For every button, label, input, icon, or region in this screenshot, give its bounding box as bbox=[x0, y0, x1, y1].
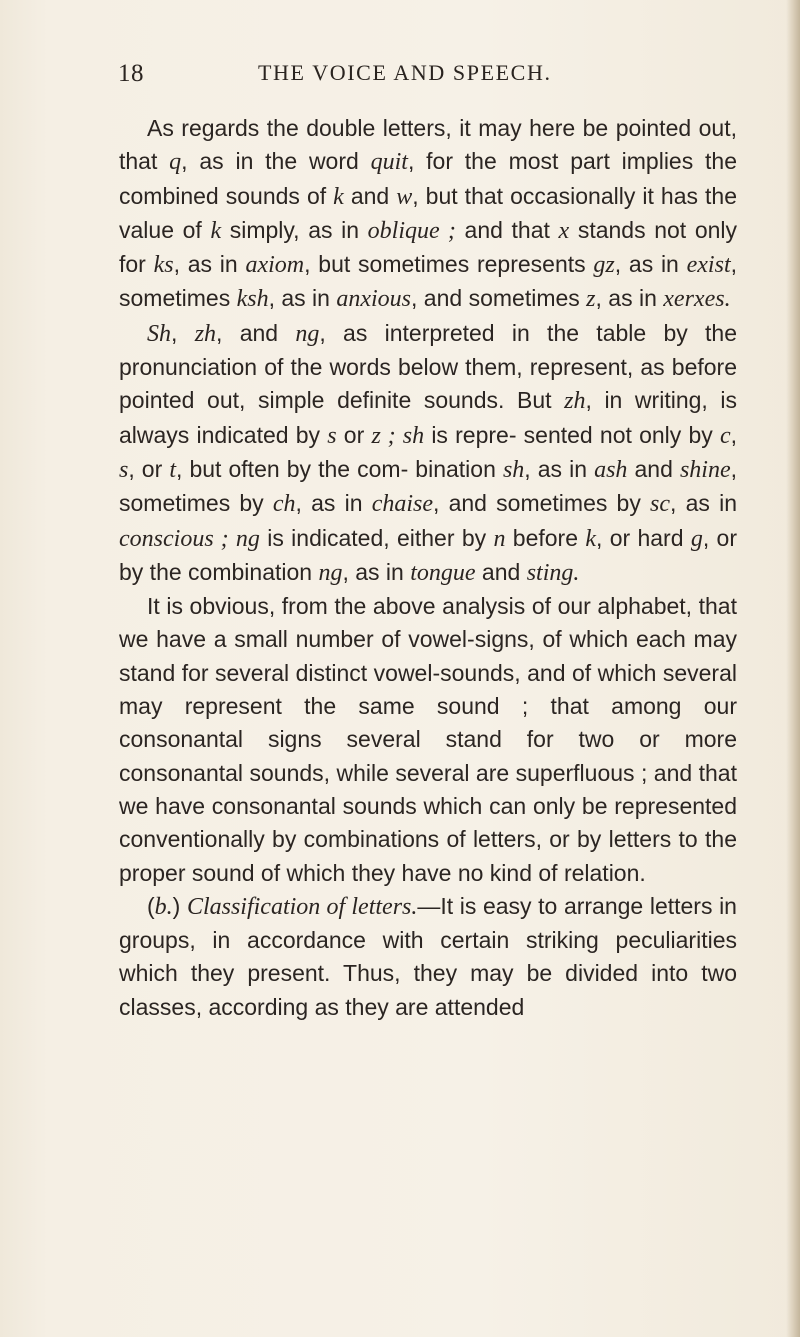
text-run: ( bbox=[147, 892, 155, 919]
text-run: , but often by the com- bination bbox=[176, 455, 503, 482]
italic-term: sh bbox=[402, 422, 425, 449]
text-run: , and bbox=[216, 319, 296, 346]
italic-term: ksh bbox=[236, 286, 269, 313]
text-run: before bbox=[505, 524, 586, 551]
italic-term: xerxes. bbox=[663, 286, 731, 313]
italic-term: ng bbox=[295, 320, 320, 347]
page-header bbox=[118, 60, 736, 90]
italic-term: b. bbox=[154, 893, 173, 920]
text-run: , or bbox=[128, 455, 170, 482]
italic-term: k bbox=[333, 183, 344, 210]
italic-term: anxious bbox=[336, 286, 412, 313]
text-run: is repre- sented not only by bbox=[424, 421, 720, 448]
italic-term: w bbox=[396, 183, 413, 210]
italic-term: tongue bbox=[410, 559, 476, 586]
text-run: ) bbox=[172, 892, 187, 919]
italic-term: k bbox=[585, 525, 596, 552]
italic-term: g bbox=[690, 525, 703, 552]
text-run bbox=[229, 525, 236, 551]
italic-term: n bbox=[493, 525, 506, 552]
italic-term: z ; bbox=[371, 422, 396, 449]
text-run: stands not only for bbox=[119, 216, 738, 278]
text-run: , sometimes bbox=[119, 251, 737, 312]
text-run: , as in bbox=[614, 251, 687, 278]
text-run: simply, as in bbox=[221, 216, 368, 243]
italic-term: t bbox=[169, 456, 176, 483]
italic-term: k bbox=[210, 217, 222, 244]
body-text bbox=[119, 112, 737, 1024]
page-number: 18 bbox=[118, 60, 144, 87]
text-run: , bbox=[171, 319, 195, 346]
page-edge-shadow bbox=[786, 0, 800, 1337]
text-run: , as in bbox=[670, 490, 737, 517]
italic-term: chaise bbox=[371, 491, 434, 518]
text-run: , for the most part implies the combined sounds of bbox=[119, 148, 737, 209]
italic-term: x bbox=[558, 217, 570, 244]
text-run: , as in bbox=[342, 558, 411, 585]
text-run: and that bbox=[455, 216, 559, 243]
italic-term: ng bbox=[318, 559, 343, 586]
italic-term: ks bbox=[153, 252, 174, 279]
italic-term: exist bbox=[686, 252, 731, 279]
paragraph-sh-zh-ng bbox=[119, 317, 737, 590]
text-run: —It is easy to arrange letters in groups, in accordance with certain striking peculiarities which they present. Thus, they may be divided into two classes, according as they are attended bbox=[119, 892, 737, 1020]
text-run: , or by the combination bbox=[119, 524, 738, 585]
italic-term: sc bbox=[650, 491, 671, 518]
italic-term: Classification of letters. bbox=[186, 893, 418, 920]
text-run: It is obvious, from the above analysis of our alphabet, that we have a small number of vowel-signs, of which each may stand for several distinct vowel-sounds, and of which several may represent the same sound ; that among our consonantal signs several stand for two or more consonantal sounds, while several are superfluous ; and that we have consonantal sounds which can only be represented conventionally by combinations of letters, or by letters to the proper sound of which they have no kind of relation. bbox=[119, 593, 737, 886]
italic-term: sh bbox=[502, 456, 525, 483]
text-run: , as in bbox=[524, 455, 595, 482]
text-run: , as in bbox=[295, 490, 372, 517]
text-run: , as interpreted in the table by the pronunciation of the words below them, represent, as before pointed out, simple definite sounds. But bbox=[119, 319, 738, 414]
italic-term: c bbox=[719, 422, 731, 449]
text-run: , as in the word bbox=[181, 148, 371, 175]
paragraph-double-letters bbox=[119, 112, 737, 317]
text-run: and bbox=[475, 558, 527, 585]
text-run: or bbox=[336, 421, 372, 448]
italic-term: axiom bbox=[245, 252, 305, 279]
paragraph-analysis bbox=[119, 590, 737, 890]
running-title: THE VOICE AND SPEECH. bbox=[258, 60, 552, 85]
text-run: , as in bbox=[268, 285, 337, 312]
text-run: , but that occasionally it has the value of bbox=[119, 182, 737, 243]
italic-term: conscious ; bbox=[119, 525, 229, 552]
italic-term: sting. bbox=[526, 559, 580, 586]
text-run: , and sometimes by bbox=[433, 490, 651, 517]
text-run: , as in bbox=[173, 251, 246, 278]
paragraph-classification bbox=[119, 890, 737, 1024]
italic-term: s bbox=[119, 456, 129, 483]
text-run: and bbox=[627, 455, 680, 482]
italic-term: gz bbox=[593, 252, 615, 279]
italic-term: Sh bbox=[147, 320, 171, 347]
italic-term: q bbox=[169, 149, 182, 176]
italic-term: ch bbox=[272, 491, 296, 518]
text-run: , or hard bbox=[595, 524, 691, 551]
text-run: , as in bbox=[595, 285, 664, 312]
italic-term: shine bbox=[679, 456, 731, 483]
italic-term: s bbox=[327, 422, 337, 449]
text-run: , but sometimes represents bbox=[304, 251, 594, 278]
text-run: is indicated, either by bbox=[259, 524, 494, 551]
text-run bbox=[396, 422, 403, 448]
italic-term: ng bbox=[235, 525, 260, 552]
text-run: and bbox=[343, 182, 397, 209]
italic-term: quit bbox=[370, 149, 408, 176]
italic-term: ash bbox=[594, 456, 628, 483]
text-run: As regards the double letters, it may here be pointed out, that bbox=[119, 115, 737, 175]
italic-term: oblique ; bbox=[367, 217, 456, 244]
text-run: , sometimes by bbox=[119, 455, 737, 517]
italic-term: z bbox=[586, 286, 596, 313]
italic-term: zh bbox=[564, 388, 586, 415]
text-run: , and sometimes bbox=[411, 285, 587, 312]
italic-term: zh bbox=[194, 320, 217, 347]
text-run: , bbox=[730, 421, 737, 448]
text-run: , in writing, is always indicated by bbox=[119, 387, 737, 448]
